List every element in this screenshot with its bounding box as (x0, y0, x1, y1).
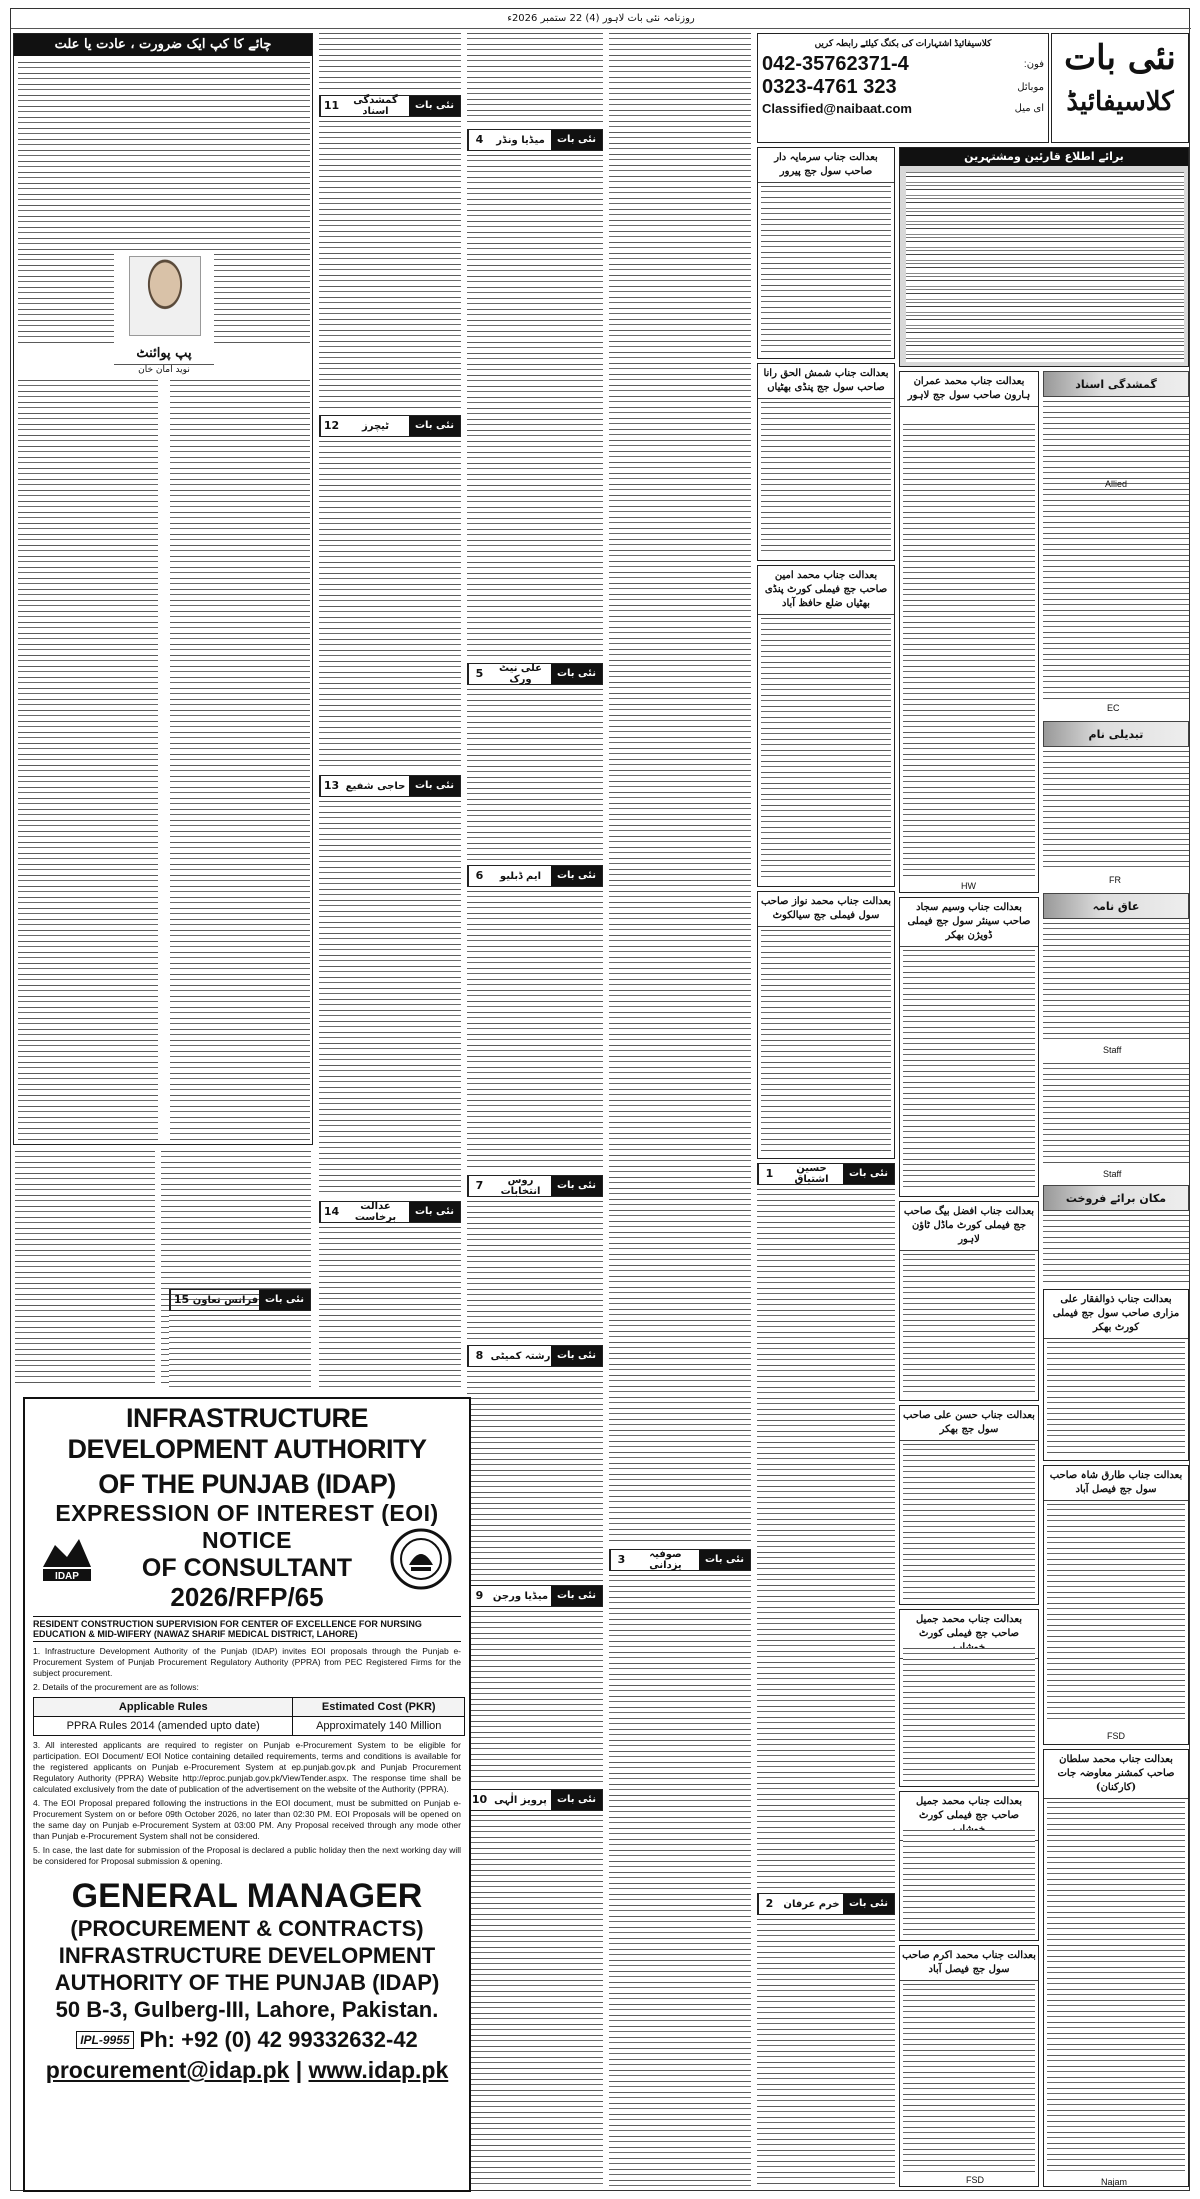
body-text-block (467, 1815, 603, 2187)
body-text-block (609, 33, 751, 1545)
gm-subtitle: (PROCUREMENT & CONTRACTS) (70, 1916, 424, 1941)
ad-paragraph-2: 2. Details of the procurement are as follows: (33, 1682, 199, 1692)
body-text-block (319, 33, 461, 91)
body-text-block (319, 441, 461, 771)
columnist-photo (129, 256, 201, 336)
court-notice: بعدالت جناب شمش الحق رانا صاحب سول جج پنڈی بھٹیاں (757, 363, 895, 561)
column-text-right (214, 254, 310, 344)
category-header: نئی بات حسین اشتیاق 1 (757, 1163, 895, 1185)
disinheritance-banner: عاق نامہ (1043, 893, 1189, 919)
column-text-top (18, 62, 310, 252)
notice-text (906, 172, 1184, 362)
signature-code: FSD (966, 2175, 984, 2185)
column-author: نوید امان خان (114, 364, 214, 375)
signature-code: Allied (1105, 479, 1128, 489)
court-notice: بعدالت جناب حسن علی صاحب سول جج بھکر (899, 1405, 1039, 1605)
mobile-number[interactable]: 0323-4761 323 (762, 76, 897, 98)
court-notice: بعدالت جناب محمد اکرم صاحب سول جج فیصل آباد (899, 1945, 1039, 2187)
court-notice: بعدالت جناب سرمایہ دار صاحب سول جج پیرور (757, 147, 895, 359)
category-header: نئی بات پرویز الٰہی 10 (467, 1789, 603, 1811)
category-header: نئی بات گمشدگی اسناد 11 (319, 95, 461, 117)
body-text-block (169, 1315, 311, 1387)
category-header: نئی بات روس انتخابات 7 (467, 1175, 603, 1197)
category-header: نئی بات رشتہ کمیٹی 8 (467, 1345, 603, 1367)
body-text-block (319, 121, 461, 411)
court-notice: بعدالت جناب محمد عمران ہارون صاحب سول جج لاہور (899, 371, 1039, 893)
table-header-cost: Estimated Cost (PKR) (293, 1698, 465, 1717)
lost-documents-banner: گمشدگی اسناد (1043, 371, 1189, 397)
body-text-block (467, 1201, 603, 1341)
body-text-block (1043, 1215, 1189, 1285)
column-brand: پپ پوائنٹ (136, 346, 192, 361)
newspaper-page (10, 8, 1190, 2191)
ad-separator: | (295, 2057, 303, 2083)
signature-code: FR (1109, 875, 1121, 885)
table-cell-rules: PPRA Rules 2014 (amended upto date) (34, 1717, 293, 1736)
column-text-col1 (18, 380, 158, 1142)
body-text-block (319, 801, 461, 1197)
category-header: نئی بات صوفیہ یزدانی 3 (609, 1549, 751, 1571)
signature-code: Staff (1103, 1169, 1122, 1179)
project-title: RESIDENT CONSTRUCTION SUPERVISION FOR CENTER OF EXCELLENCE FOR NURSING EDUCATION & MID-WIFERY (NAWAZ SHARIF MEDICAL DISTRICT, LAHORE) (33, 1616, 461, 1642)
body-text-block (757, 1919, 895, 2187)
ad-title-line4: OF CONSULTANT (141, 1554, 353, 1582)
email-address[interactable]: Classified@naibaat.com (762, 101, 912, 116)
phone-label: فون: (1023, 59, 1044, 70)
court-notice: بعدالت جناب محمد جمیل صاحب جج فیملی کورٹ (899, 1609, 1039, 1787)
body-text-block (1043, 923, 1189, 1043)
gm-org-line1: INFRASTRUCTURE DEVELOPMENT (58, 1943, 436, 1968)
procurement-table (33, 1697, 465, 1736)
ad-paragraph-4: 4. The EOI Proposal prepared following the instructions in the EOI document, must be submitted on Punjab e-Procurement System on or before 09th October 2026, no later than 02:30 PM. EOI Proposals will be opened on the same day on Punjab e-Procurement System at 03:00 PM. Any Proposal received through any mode other than Punjab e-Procurement System shall not be considered. (33, 1798, 461, 1841)
court-notice: بعدالت جناب وسیم سجاد صاحب سینئر سول جج فیملی ڈویژن بھکر (899, 897, 1039, 1197)
ad-address: 50 B-3, Gulberg-III, Lahore, Pakistan. (55, 1997, 439, 2022)
masthead-title: نئی بات (1064, 38, 1176, 78)
signature-code: EC (1107, 703, 1120, 713)
ad-email-link[interactable]: procurement@idap.pk (45, 2057, 290, 2083)
contact-title: کلاسیفائیڈ اشتہارات کی بکنگ کیلئے رابطہ کریں (814, 38, 992, 48)
body-text-block (467, 33, 603, 125)
signature-code: Staff (1103, 1045, 1122, 1055)
classified-contact-box (757, 33, 1049, 143)
ad-title-line3: EXPRESSION OF INTEREST (EOI) NOTICE (55, 1500, 439, 1553)
court-notice: بعدالت جناب محمد امین صاحب جج فیملی کورٹ پنڈی بھٹیاں ضلع حافظ آباد (757, 565, 895, 887)
punjab-govt-seal-icon (385, 1527, 457, 1591)
ad-paragraph-3: 3. All interested applicants are required to register on Punjab e-Procurement System to be eligible for participation. EOI Document/ EOI Notice containing detailed requirements, terms and conditions is available for the registered applicants on Punjab e-Procurement System at ep.punjab.gov.pk and Punjab Procurement Regulatory Authority (PPRA) Website http://eproc.punjab.gov.pk/ViewTender.aspx. The response time shall be calculated exclusively from the date of publication of the advertisement on the website of the Authority (PPRA). (33, 1740, 461, 1794)
gm-title: GENERAL MANAGER (71, 1877, 423, 1915)
category-header: نئی بات علی نیٹ ورک 5 (467, 663, 603, 685)
column-article (13, 33, 313, 1145)
body-text-block (1043, 751, 1189, 871)
body-text-block (1043, 401, 1189, 701)
category-header: نئی بات میڈیا ورجن 9 (467, 1585, 603, 1607)
phone-number[interactable]: 042-35762371-4 (762, 53, 909, 75)
body-text-block (609, 1575, 751, 2187)
court-notice: بعدالت جناب ذوالفقار علی مزاری صاحب سول جج فیملی کورٹ بھکر (1043, 1289, 1189, 1461)
house-for-sale-banner: مکان برائے فروخت (1043, 1185, 1189, 1211)
body-text-block (467, 891, 603, 1171)
idap-logo-text: IDAP (55, 1571, 79, 1582)
name-change-banner: تبدیلی نام (1043, 721, 1189, 747)
column-text-col2 (170, 380, 310, 1142)
ad-reference: 2026/RFP/65 (170, 1582, 324, 1612)
readers-notice-box (899, 147, 1189, 367)
body-text-block (1043, 1063, 1189, 1165)
ipl-code: IPL-9955 (76, 2031, 133, 2049)
body-text-block (757, 1189, 895, 1889)
ad-paragraph-5: 5. In case, the last date for submission of the Proposal is declared a public holiday then the next working day will be considered for Proposal submission & opening. (33, 1845, 461, 1866)
ad-website-link[interactable]: www.idap.pk (308, 2057, 449, 2083)
court-notice: بعدالت جناب افضل بیگ صاحب جج فیملی کورٹ ماڈل ٹاؤن لاہور (899, 1201, 1039, 1401)
category-header: نئی بات عدالت برخاست 14 (319, 1201, 461, 1223)
court-notice: بعدالت جناب طارق شاہ صاحب سول جج فیصل آباد (1043, 1465, 1189, 1745)
classified-masthead (1051, 33, 1189, 143)
ad-paragraph-1: 1. Infrastructure Development Authority of the Punjab (IDAP) invites EOI proposals through the Punjab e-Procurement System of Punjab Procurement Regulatory Authority (PPRA) from PEC Registered Firms for the subject procurement. (33, 1646, 461, 1678)
column-text-left (18, 254, 114, 344)
category-header: نئی بات فرانس تعاون 15 (169, 1289, 311, 1311)
body-text-block (467, 1371, 603, 1581)
category-header: نئی بات ٹیچرز 12 (319, 415, 461, 437)
ad-title-line2: OF THE PUNJAB (IDAP) (98, 1469, 396, 1499)
ad-title-line1: INFRASTRUCTURE DEVELOPMENT AUTHORITY (67, 1403, 427, 1464)
notice-title: برائے اطلاع قارئین ومشتہرین (900, 148, 1188, 166)
signature-code: FSD (1107, 1731, 1125, 1741)
body-text-block (467, 689, 603, 861)
table-cell-cost: Approximately 140 Million (293, 1717, 465, 1736)
category-header: نئی بات خرم عرفان 2 (757, 1893, 895, 1915)
court-notice: بعدالت جناب محمد نواز صاحب سول فیملی جج سیالکوٹ (757, 891, 895, 1159)
idap-logo-icon (35, 1527, 99, 1591)
court-notice: بعدالت جناب محمد جمیل صاحب جج فیملی کورٹ (899, 1791, 1039, 1941)
signature-code: HW (961, 881, 976, 891)
gm-org-line2: AUTHORITY OF THE PUNJAB (IDAP) (54, 1970, 440, 1995)
body-text-block (15, 1151, 155, 1383)
body-text-block (467, 155, 603, 659)
category-header: نئی بات حاجی شفیع 13 (319, 775, 461, 797)
ad-phone[interactable]: Ph: +92 (0) 42 99332632-42 (139, 2027, 418, 2052)
table-header-rules: Applicable Rules (34, 1698, 293, 1717)
signature-code: Najam (1101, 2177, 1128, 2187)
idap-eoi-advertisement (23, 1397, 471, 2192)
column-title: چائے کا کپ ایک ضرورت ، عادت یا علت (14, 34, 312, 56)
body-text-block (467, 1611, 603, 1785)
dateline: روزنامہ نئی بات لاہور (4) 22 ستمبر 2026ء (11, 9, 1191, 29)
court-notice: بعدالت جناب محمد سلطان صاحب کمشنر معاوضہ جات (کارکنان) (1043, 1749, 1189, 2187)
mobile-label: موبائل (1017, 82, 1044, 93)
masthead-subtitle: کلاسیفائیڈ (1052, 82, 1188, 122)
email-label: ای میل (1014, 103, 1044, 114)
body-text-block (319, 1227, 461, 1387)
category-header: نئی بات ایم ڈبلیو 6 (467, 865, 603, 887)
category-header: نئی بات میڈیا ونڈر 4 (467, 129, 603, 151)
